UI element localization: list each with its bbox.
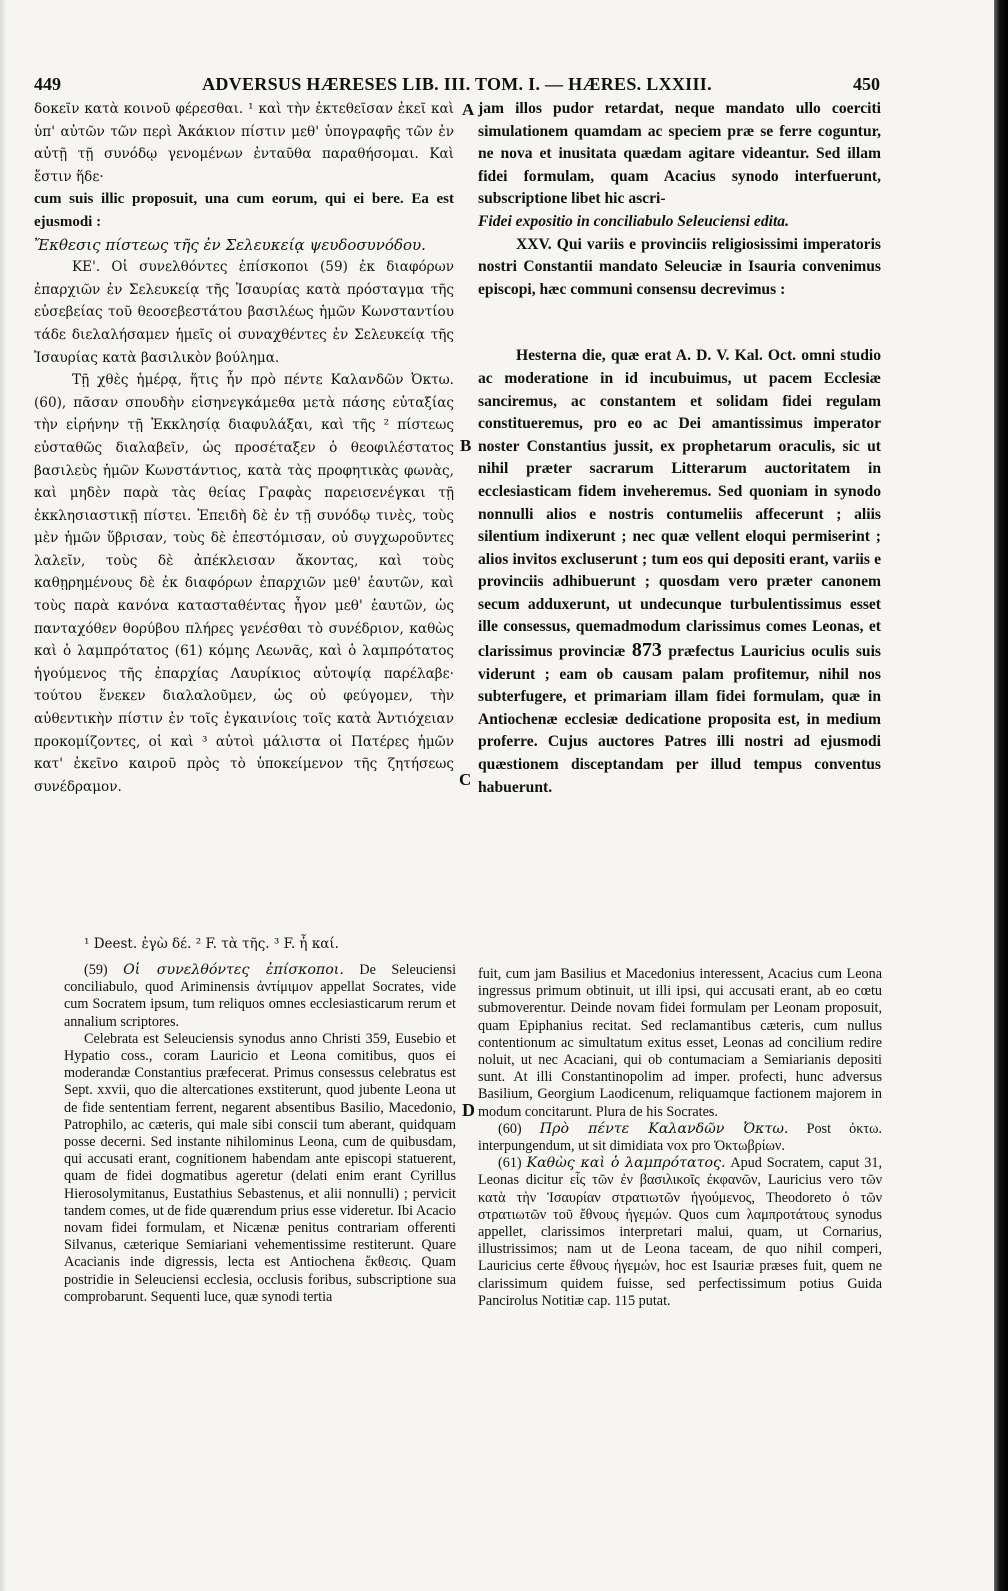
note-59-title: Οἱ συνελθόντες ἐπίσκοποι.	[123, 962, 344, 978]
page-number-left: 449	[34, 74, 61, 94]
margin-marker-b: B	[460, 436, 472, 455]
note-59-label: (59)	[84, 962, 108, 978]
latin-paragraph-1: XXV. Qui variis e provinciis religiosissimi imperatoris nostri Constantii mandato Seleuciæ in Isauria convenimus episcopi, hæc communi consensu decrevimus :	[478, 235, 881, 298]
page-edge-left	[0, 0, 6, 1591]
note-60-text: Post ὀκτω. interpungendum, ut sit dimidiata vox pro Ὀκτωβρίων.	[478, 1120, 882, 1155]
note-61-label: (61)	[498, 1155, 522, 1172]
note-61-text: Apud Socratem, caput 31, Leonas dicitur εἷς τῶν ἐν βασιλικοῖς ἐκφανῶν, Lauricius vero τῶν κατὰ τὴν Ἰσαυρίαν στρατιωτῶν ἡγούμενος, Theodoreto ὁ τῶν στρατιωτῶν τοῦ ἔθνους ἡγεμών. Quos cum λαμπροτάτους synodus appellet, clarissimos interpretari malui, quam, ut Cornarius, illustrissimos; nam ut de Leona taceam, de quo nihil comperi, Lauricius certe ἔθνους ἡγεμών, hoc est Isauriæ præses fuit, quem ne clarissimum quidem fuisse, sed perfectissimum potius Guida Pancirolus Notitiæ cap. 115 putat.	[478, 1155, 883, 1309]
note-59-continued: Celebrata est Seleuciensis synodus anno Christi 359, Eusebio et Hypatio coss., coram Lauricio et Leona comitibus, quos ei moderandæ Constantius præfecerat. Primus consessus celebratus est Sept. xxvii, quo die altercationes exstiterunt, quod jubente Leona ut de fide sententiam ferrent, negarent absentibus Basilio, Macedonio, Patrophilo, ac cæteris, qui male sibi conscii tum aberant, quidquam posse decerni. Sed instante nihilominus Leona, cum de quibusdam, qui accusati erant, cognitionem habendam ante episcopi statuerent, quam de fidei dogmatibus ageretur (delati enim erant Cyrillus Hierosolymitanus, Eustathius Sebastenus, et alii nonnulli) ; pervicit tandem comes, ut de fide quærendum prius esse videretur. Ibi Acacio novam fidei formulam, et Nicænæ penitus contrariam offerenti Silvanus, cæterique Semiariani vehementissime restiterunt. Quare Acacianis inde digressis, lecta est Antiochena ἔκθεσις. Quam postridie in Seleuciensi ecclesia, occlusis foribus, subscriptione sua comprobarunt. Sequenti luce, quæ synodi tertia	[64, 1030, 456, 1305]
note-60-label: (60)	[498, 1120, 522, 1137]
note-59-text: De Seleuciensi conciliabulo, quod Ariminensis ἀντίμιμον appellat Socrates, vide cum Socratem ipsum, tum reliquos omnes ecclesiasticarum rerum et annalium scriptores.	[64, 962, 457, 1030]
margin-marker-c: C	[459, 770, 472, 789]
greek-intro: δοκεῖν κατὰ κοινοῦ φέρεσθαι. ¹ καὶ τὴν ἐκτεθεῖσαν ἐκεῖ καὶ ὑπ' αὐτῶν τῶν περὶ Ἀκάκιον πίστιν μεθ' ὑπογραφῆς τῶν ἐν αὐτῇ τῇ συνόδῳ γενομένων ἐνταῦθα παραθήσομαι. Καὶ ἔστιν ἥδε·	[34, 101, 454, 185]
latin-section-heading: Fidei expositio in conciliabulo Seleuciensi edita.	[478, 212, 790, 230]
notes-left-column	[64, 962, 456, 1306]
latin-paragraph-2-start: Hesterna die, quæ erat A. D. V. Kal. Oct. omni studio ac moderatione in id incubuimus, ut pacem Ecclesiæ sanciremus, ac constantem et solidam fidei regulam constitueremus, pro eo ac Dei amantissimus imperator noster Constantius jussit, ex prophetarum oraculis, sic ut nihil præter sacrarum Litterarum auctoritatem in ecclesiasticam fidem inveheremus. Sed quoniam in synodo nonnulli alios e nostris contumeliis affecerunt ; aliis silentium indixerunt ; nec quæ vellent eloqui permiserint ; alios invitos excluserunt ; tum eos qui depositi erant, variis e provinciis adhibuerunt ; quosdam vero præter canonem secum adduxerunt, ut undecunque turbulentissimus esset ille consessus, quemadmodum clarissimus comes Leonas, et clarissimus provinciæ	[478, 347, 881, 661]
note-59	[64, 962, 456, 1031]
notes-right-column	[478, 966, 882, 1310]
critical-footnotes: ¹ Deest. ἐγὼ δέ. ² F. τὰ τῆς. ³ F. ἦ καί.	[84, 936, 339, 952]
latin-paragraph-2-end: præfectus Lauricius oculis suis viderunt ; eam ob causam palam profitemur, nihil nos subterfugere, et primariam illam fidei formulam, quæ in Antiochenæ ecclesiæ dedicatione proposita est, in medium proferre. Cujus auctores Patres illi nostri ad ejusmodi quæstionem disceptandam per illud tempus conventus habuerunt.	[478, 643, 881, 796]
latin-intro: jam illos pudor retardat, neque mandato ullo coerciti simulationem quamdam ac speciem præ se ferre coguntur, ne nova et inusitata quædam agitare videantur. Sed illam fidei formulam, quam Acacius synodo interfuerunt, subscriptione libet hic ascri-	[478, 100, 881, 208]
page-edge-right	[994, 0, 1008, 1591]
note-61	[478, 1155, 882, 1310]
running-header	[34, 74, 880, 96]
greek-paragraph-1: ΚΕ'. Οἱ συνελθόντες ἐπίσκοποι (59) ἐκ διαφόρων ἐπαρχιῶν ἐν Σελευκείᾳ τῆς Ἰσαυρίας κατὰ πρόσταγμα τῆς εὐσεβείας τοῦ θεοσεβεστάτου βασιλέως ἡμῶν Κωνσταντίου τάδε διελαλήσαμεν ἡμεῖς οἱ συναχθέντες ἐν Σελευκείᾳ τῆς Ἰσαυρίας κατὰ βασιλικὸν βούλημα.	[34, 259, 454, 366]
note-60-title: Πρὸ πέντε Καλανδῶν Ὀκτω.	[539, 1120, 789, 1137]
greek-paragraph-2: Τῇ χθὲς ἡμέρᾳ, ἥτις ἦν πρὸ πέντε Καλανδῶν Ὀκτω. (60), πᾶσαν σπουδὴν εἰσηνεγκάμεθα μετὰ πάσης εὐταξίας τὴν εἰρήνην τῇ Ἐκκλησίᾳ διαφυλάξαι, καὶ τῆς ² πίστεως εὐσταθῶς διαλαβεῖν, ὡς προσέταξεν ὁ θεοφιλέστατος βασιλεὺς ἡμῶν Κωνστάντιος, κατὰ τὰς προφητικὰς φωνὰς, καὶ μηδὲν παρὰ τὰς θείας Γραφὰς παρεισενέγκαι τῇ ἐκκλησιαστικῇ πίστει. Ἐπειδὴ δὲ ἐν τῇ συνόδῳ τινὲς, τοὺς μὲν ἡμῶν ὕβρισαν, τοὺς δὲ ἐπεστόμισαν, οὐ συγχωροῦντες λαλεῖν, τοὺς δὲ ἀπέκλεισαν ἄκοντας, καὶ τοὺς καθῃρημένους δὲ ἐκ διαφόρων ἐπαρχιῶν μεθ' ἑαυτῶν, καὶ τοὺς παρὰ κανόνα κατασταθέντας ἦγον μεθ' ἑαυτῶν, ὡς πανταχόθεν θορύβου πλήρες γενέσθαι τὸ συνέδριον, καθὼς καὶ ὁ λαμπρότατος (61) κόμης Λεωνᾶς, καὶ ὁ λαμπρότατος ἡγούμενος τῆς ἐπαρχίας Λαυρίκιος αὐτοψίᾳ παρέλαβε· τούτου ἕνεκεν διαλαλοῦμεν, ὡς οὐ φεύγομεν, τὴν αὐθεντικὴν πίστιν ἐν τοῖς ἐγκαινίοις τοῖς κατὰ Ἀντιόχειαν προκομίζοντες, οἱ καὶ ³ αὐτοὶ μάλιστα οἱ Πατέρες ἡμῶν κατ' ἐκεῖνο καιροῦ πρὸς τὸ ὑποκείμενον τῆς ζητήσεως συνέδραμον.	[34, 372, 454, 795]
latin-text-column	[478, 98, 881, 799]
greek-section-heading: Ἔκθεσις πίστεως τῆς ἐν Σελευκείᾳ ψευδοσυνόδου.	[34, 235, 426, 254]
greek-text-column	[34, 98, 454, 798]
latin-paragraph-2	[478, 345, 881, 799]
margin-marker-d: D	[462, 1100, 475, 1120]
note-59-right-continuation: fuit, cum jam Basilius et Macedonius interessent, Acacius cum Leona ingressus primum obtinuit, ut illi ipsi, qui accusati erant, ab eo cœtu submoverentur. Deinde novam fidei formulam per Leonam proposuit, quam Epiphanius recitat. Sed reclamantibus cæteris, cum nullus contentionum ac simultatum exitus esset, Leonas ad concilium redire noluit, ut nec Acaciani, qui ob contumaciam a Semiarianis depositi sunt. At illi Constantinopolim ad imper. profecti, hunc adversus Basilium, Georgium Laodicenum, reliquamque factionem majorem in modum concitarunt. Plura de his Socrates.	[478, 966, 882, 1120]
note-61-title: Καθὼς καὶ ὁ λαμπρότατος.	[526, 1155, 726, 1172]
greek-column-latin-line: cum suis illic proposuit, una cum eorum, qui ei bere. Ea est ejusmodi :	[34, 191, 454, 230]
margin-marker-a: A	[462, 100, 475, 119]
page-number-right: 450	[853, 74, 880, 94]
header-title: ADVERSUS HÆRESES LIB. III. TOM. I. — HÆRES. LXXIII.	[202, 74, 712, 94]
edition-page-number: 873	[631, 639, 662, 662]
note-60	[478, 1121, 882, 1155]
